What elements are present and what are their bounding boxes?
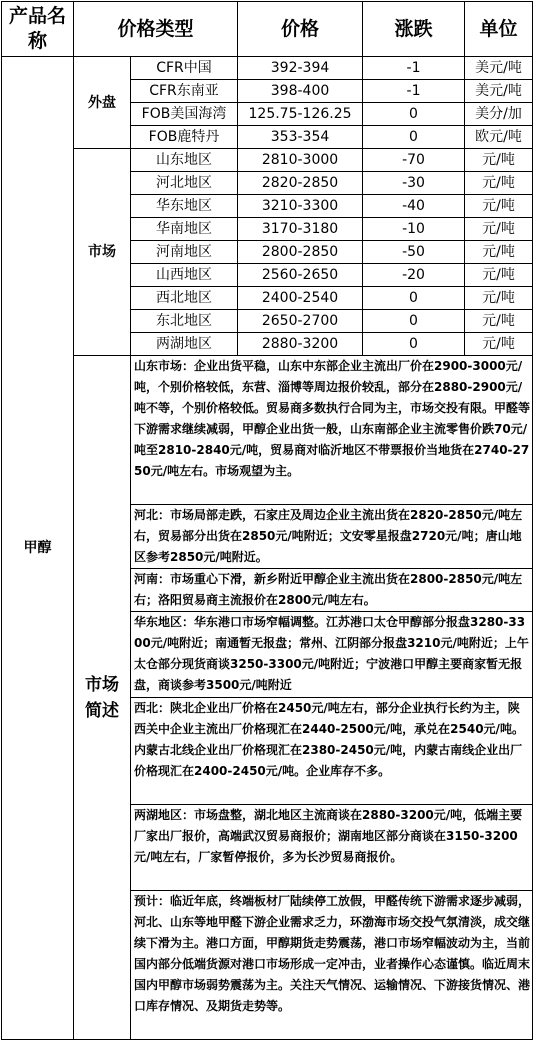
unit-cell: 美元/吨 <box>465 80 533 103</box>
change-cell: 0 <box>363 126 465 149</box>
price-type-cell: CFR东南亚 <box>131 80 238 103</box>
change-cell: 0 <box>363 287 465 310</box>
price-cell: 2560-2650 <box>238 264 363 287</box>
change-cell: -50 <box>363 241 465 264</box>
price-type-cell: CFR中国 <box>131 57 238 80</box>
brief-text: 西北：陕北企业出厂价格在2450元/吨左右，部分企业执行长约为主，陕西关中企业主流出厂价格现汇在2440-2500元/吨，承兑在2540元/吨。内蒙古北线企业出厂价格现汇在2380-2450元/吨，内蒙古南线企业出厂价格现汇在2400-2450元/吨。企业库存不多。 <box>131 698 533 805</box>
unit-cell: 元/吨 <box>465 241 533 264</box>
header-product: 产品名称 <box>2 2 74 57</box>
table-row <box>2 57 533 80</box>
brief-text: 两湖地区：市场盘整，湖北地区主流商谈在2880-3200元/吨，低端主要厂家出厂报价，高端武汉贸易商报价；湖南地区部分商谈在3150-3200元/吨左右，厂家暂停报价，多为长沙贸易商报价。 <box>131 805 533 891</box>
price-type-cell: 东北地区 <box>131 310 238 333</box>
price-type-cell: 华南地区 <box>131 218 238 241</box>
change-cell: -1 <box>363 80 465 103</box>
change-cell: -1 <box>363 57 465 80</box>
brief-text: 山东市场：企业出货平稳，山东中东部企业主流出厂价在2900-3000元/吨，个别价格较低，东营、淄博等周边报价较乱，部分在2880-2900元/吨不等，个别价格较低。贸易商多数执行合同为主，市场交投有限。甲醛等下游需求继续减弱，甲醇企业出货一般，山东南部企业主流零售价跌70元/吨至2810-2840元/吨，贸易商对临沂地区不带票报价当地货在2740-2750元/吨左右。市场观望为主。 <box>131 356 533 505</box>
header-price: 价格 <box>238 2 363 57</box>
price-cell: 392-394 <box>238 57 363 80</box>
unit-cell: 欧元/吨 <box>465 126 533 149</box>
brief-text: 河北：市场局部走跌，石家庄及周边企业主流出货在2820-2850元/吨左右，贸易部分出货在2850元/吨附近；文安零星报盘2720元/吨；唐山地区参考2850元/吨附近。 <box>131 505 533 569</box>
price-type-cell: 两湖地区 <box>131 333 238 356</box>
price-cell: 3170-3180 <box>238 218 363 241</box>
group-market-brief <box>74 356 131 1040</box>
unit-cell: 元/吨 <box>465 287 533 310</box>
header-change: 涨跌 <box>363 2 465 57</box>
price-type-cell: 河北地区 <box>131 172 238 195</box>
price-type-cell: 山东地区 <box>131 149 238 172</box>
brief-text: 预计：临近年底，终端板材厂陆续停工放假，甲醛传统下游需求逐步减弱，河北、山东等地甲醛下游企业需求乏力，环渤海市场交投气氛清淡，成交继续下滑为主。港口方面，甲醇期货走势震荡，港口市场窄幅波动为主，当前国内部分低端货源对港口市场形成一定冲击，业者操作心态谨慎。临近周末国内甲醇市场弱势震荡为主。关注天气情况、运输情况、下游接货情况、港口库存情况、及期货走势等。 <box>131 891 533 1040</box>
unit-cell: 元/吨 <box>465 310 533 333</box>
group-market: 市场 <box>74 149 131 356</box>
price-type-cell: FOB美国海湾 <box>131 103 238 126</box>
change-cell: -40 <box>363 195 465 218</box>
unit-cell: 元/吨 <box>465 149 533 172</box>
change-cell: -20 <box>363 264 465 287</box>
price-cell: 2400-2540 <box>238 287 363 310</box>
table-row <box>2 149 533 172</box>
price-cell: 398-400 <box>238 80 363 103</box>
methanol-price-table <box>1 1 533 1040</box>
price-cell: 2880-3200 <box>238 333 363 356</box>
unit-cell: 元/吨 <box>465 333 533 356</box>
price-type-cell: FOB鹿特丹 <box>131 126 238 149</box>
price-type-cell: 山西地区 <box>131 264 238 287</box>
price-cell: 2820-2850 <box>238 172 363 195</box>
brief-text: 华东地区：华东港口市场窄幅调整。江苏港口太仓甲醇部分报盘3280-3300元/吨附近；南通暂无报盘；常州、江阴部分报盘3210元/吨附近；上午太仓部分现货商谈3250-3300元/吨附近；宁波港口甲醇主要商家暂无报盘，商谈参考3500元/吨附近 <box>131 612 533 698</box>
price-cell: 3210-3300 <box>238 195 363 218</box>
brief-text: 河南：市场重心下滑，新乡附近甲醇企业主流出货在2800-2850元/吨左右；洛阳贸易商主流报价在2800元/吨左右。 <box>131 569 533 612</box>
unit-cell: 元/吨 <box>465 218 533 241</box>
change-cell: -10 <box>363 218 465 241</box>
header-unit: 单位 <box>465 2 533 57</box>
group-external: 外盘 <box>74 57 131 149</box>
header-price-type: 价格类型 <box>74 2 238 57</box>
price-cell: 2650-2700 <box>238 310 363 333</box>
change-cell: -30 <box>363 172 465 195</box>
header-row <box>2 2 533 57</box>
price-cell: 2800-2850 <box>238 241 363 264</box>
brief-row-shandong <box>2 356 533 505</box>
change-cell: -70 <box>363 149 465 172</box>
unit-cell: 美元/吨 <box>465 57 533 80</box>
unit-cell: 元/吨 <box>465 264 533 287</box>
group-market-brief-label: 市场简述 <box>84 674 119 721</box>
unit-cell: 元/吨 <box>465 195 533 218</box>
price-cell: 125.75-126.25 <box>238 103 363 126</box>
change-cell: 0 <box>363 333 465 356</box>
price-type-cell: 西北地区 <box>131 287 238 310</box>
price-type-cell: 华东地区 <box>131 195 238 218</box>
product-name: 甲醇 <box>2 57 74 1040</box>
price-cell: 353-354 <box>238 126 363 149</box>
change-cell: 0 <box>363 103 465 126</box>
unit-cell: 元/吨 <box>465 172 533 195</box>
price-cell: 2810-3000 <box>238 149 363 172</box>
price-type-cell: 河南地区 <box>131 241 238 264</box>
change-cell: 0 <box>363 310 465 333</box>
unit-cell: 美分/加 <box>465 103 533 126</box>
